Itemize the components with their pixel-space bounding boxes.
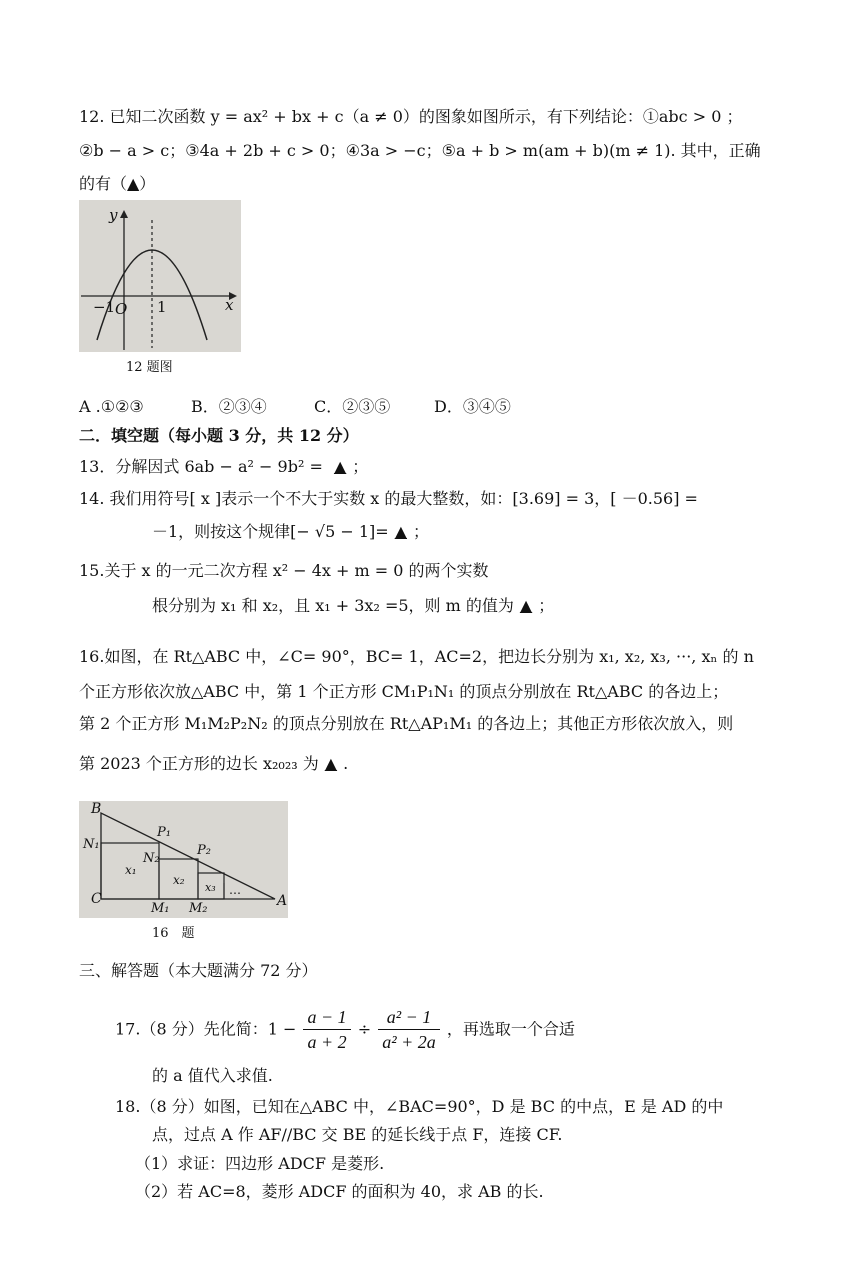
q13-text: 13．分解因式 6ab − a² − 9b² = — [79, 457, 328, 476]
label-c: C — [91, 891, 102, 907]
q18-sub2: （2）若 AC=8，菱形 ADCF 的面积为 40，求 AB 的长. — [135, 1182, 544, 1201]
q17-suffix: ，再选取一个合适 — [446, 1019, 575, 1039]
q14-text: －1，则按这个规律[− √5 − 1]= — [152, 522, 389, 541]
q16-blank: ▲ — [324, 754, 338, 773]
q17-frac1-denominator: a + 2 — [307, 1032, 347, 1052]
q12-option-c: C．②③⑤ — [314, 397, 391, 416]
q15-line2 — [152, 595, 554, 617]
label-a: A — [277, 893, 288, 909]
q15-blank: ▲ — [519, 596, 533, 615]
q18-line2: 点，过点 A 作 AF//BC 交 BE 的延长线于点 F，连接 CF. — [152, 1125, 563, 1144]
label-m1: M₁ — [151, 901, 170, 916]
x-axis-label: x — [225, 296, 234, 314]
label-p1: P₁ — [157, 825, 171, 840]
label-dots: … — [229, 883, 241, 897]
q14-end: ； — [413, 522, 430, 541]
q15-end: ； — [538, 596, 555, 615]
label-b: B — [91, 801, 102, 817]
tick-1-label: 1 — [157, 298, 167, 316]
tick-neg1-label: −1 — [93, 298, 116, 316]
label-p2: P₂ — [197, 843, 211, 858]
q16-line1: 16.如图，在 Rt△ABC 中，∠C= 90°，BC= 1，AC=2，把边长分别为 x₁, x₂, x₃, ···, xₙ 的 n — [79, 647, 754, 666]
triangle-squares-diagram — [79, 801, 288, 918]
q12-option-b: B．②③④ — [191, 397, 267, 416]
q12-option-a: A .①②③ — [79, 397, 144, 416]
q17-line2: 的 a 值代入求值. — [152, 1066, 273, 1085]
q17-fraction-1 — [303, 1005, 350, 1054]
q16-line2: 个正方形依次放△ABC 中，第 1 个正方形 CM₁P₁N₁ 的顶点分别放在 Rt△ABC 的各边上； — [79, 682, 729, 701]
y-axis-arrow — [120, 210, 128, 218]
q16-line3: 第 2 个正方形 M₁M₂P₂N₂ 的顶点分别放在 Rt△AP₁M₁ 的各边上；其他正方形依次放入，则 — [79, 714, 734, 733]
q18-sub1: （1）求证：四边形 ADCF 是菱形. — [135, 1154, 385, 1173]
parabola-graph — [79, 200, 241, 352]
origin-label: O — [115, 300, 128, 318]
q12-parabola-figure — [79, 200, 241, 352]
section3-heading: 三、解答题（本大题满分 72 分） — [79, 961, 318, 980]
q16-line4 — [79, 753, 348, 775]
triangle-abc — [101, 813, 275, 899]
q17-divide-sign: ÷ — [357, 1019, 372, 1039]
label-m2: M₂ — [189, 901, 208, 916]
section2-heading: 二．填空题（每小题 3 分，共 12 分） — [79, 426, 359, 445]
q13-line — [79, 456, 368, 478]
q13-blank: ▲ — [333, 457, 347, 476]
q17-line1 — [115, 1005, 575, 1054]
q16-figure-caption: 16 题 — [152, 926, 195, 941]
label-n1: N₁ — [83, 837, 100, 852]
q12-figure-caption: 12 题图 — [126, 360, 173, 375]
q17-frac1-numerator: a − 1 — [303, 1005, 350, 1030]
q17-frac2-numerator: a² − 1 — [378, 1005, 440, 1030]
q15-text: 根分别为 x₁ 和 x₂，且 x₁ + 3x₂ =5，则 m 的值为 — [152, 596, 514, 615]
q12-line2: ②b − a > c；③4a + 2b + c > 0；④3a > −c；⑤a + b > m(am + b)(m ≠ 1). 其中，正确 — [79, 141, 761, 160]
q18-line1: 18.（8 分）如图，已知在△ABC 中，∠BAC=90°，D 是 BC 的中点，E 是 AD 的中 — [115, 1097, 724, 1116]
q16-triangle-figure — [79, 801, 288, 918]
q17-frac2-denominator: a² + 2a — [382, 1032, 436, 1052]
q16-end: . — [343, 754, 349, 773]
q14-blank: ▲ — [394, 522, 408, 541]
q17-prefix: 17.（8 分）先化简：1 − — [115, 1019, 297, 1039]
label-x2: x₂ — [173, 873, 185, 887]
q13-end: ； — [352, 457, 369, 476]
q17-fraction-2 — [378, 1005, 440, 1054]
q15-line1: 15.关于 x 的一元二次方程 x² − 4x + m = 0 的两个实数 — [79, 561, 489, 580]
label-n2: N₂ — [143, 851, 160, 866]
q12-line1: 12. 已知二次函数 y = ax² + bx + c（a ≠ 0）的图象如图所示，有下列结论：①abc > 0 ； — [79, 107, 743, 126]
q14-line2 — [152, 521, 429, 543]
label-x1: x₁ — [125, 863, 137, 877]
y-axis-label: y — [109, 206, 118, 224]
q16-text: 第 2023 个正方形的边长 x₂₀₂₃ 为 — [79, 754, 319, 773]
label-x3: x₃ — [205, 881, 216, 894]
q12-line3: 的有（▲） — [79, 174, 156, 193]
q14-line1: 14. 我们用符号[ x ]表示一个不大于实数 x 的最大整数，如：[3.69] = 3，[ －0.56] = — [79, 489, 698, 508]
q12-option-d: D．③④⑤ — [434, 397, 511, 416]
